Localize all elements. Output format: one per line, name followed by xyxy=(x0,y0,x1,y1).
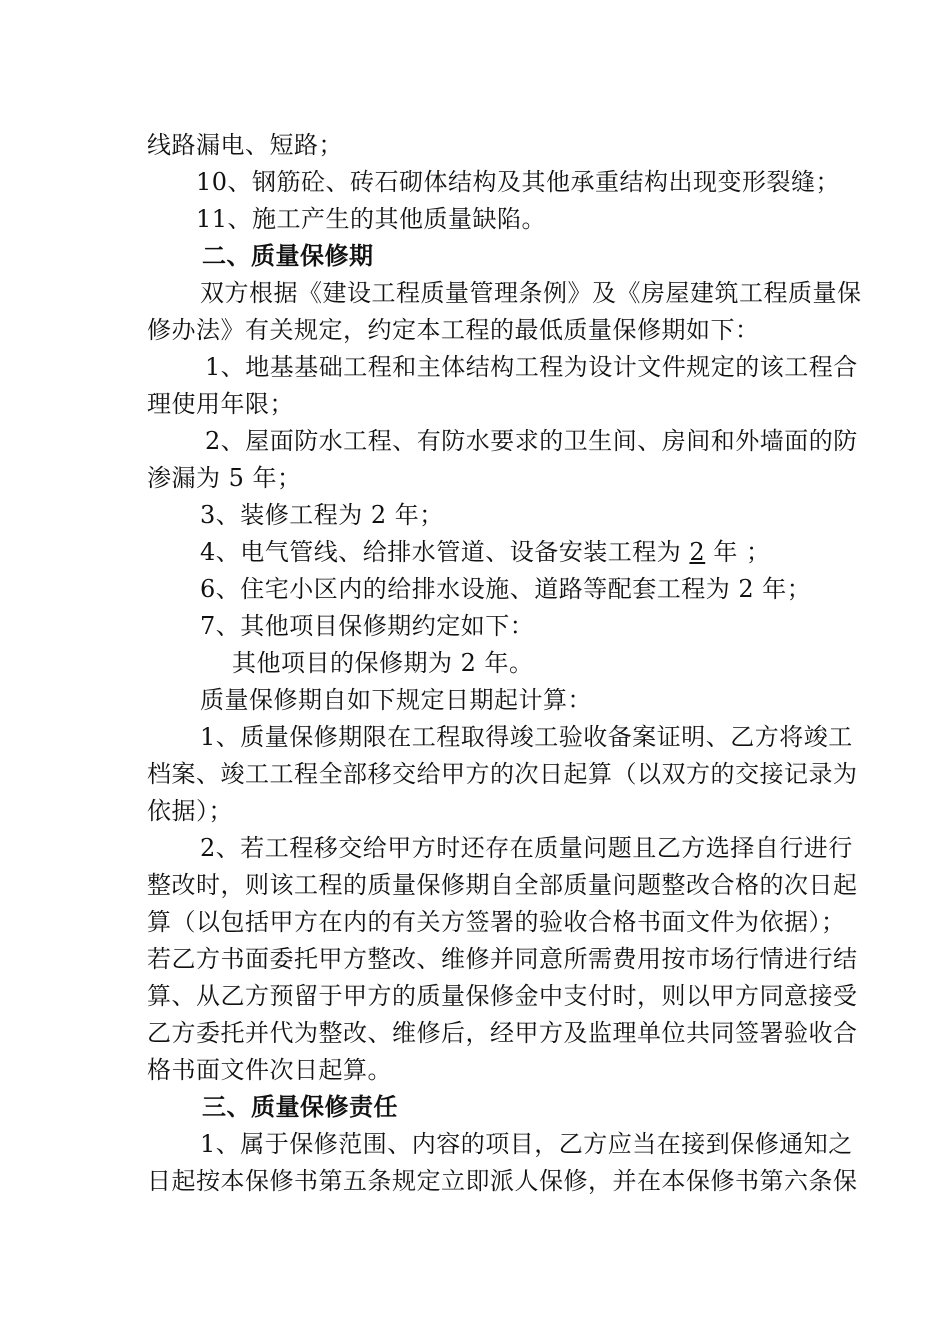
list-item-10: 10、钢筋砼、砖石砌体结构及其他承重结构出现变形裂缝； xyxy=(196,168,841,196)
paragraph-line: 乙方委托并代为整改、维修后，经甲方及监理单位共同签署验收合 xyxy=(147,1019,858,1047)
list-item-3: 3、装修工程为 2 年； xyxy=(200,501,444,529)
paragraph-line: 修办法》有关规定，约定本工程的最低质量保修期如下： xyxy=(147,316,760,344)
list-item-6: 6、住宅小区内的给排水设施、道路等配套工程为 2 年； xyxy=(200,575,812,603)
list-item-7: 7、其他项目保修期约定如下： xyxy=(200,612,535,640)
paragraph-line: 依据）； xyxy=(147,797,233,825)
list-item-1: 1、质量保修期限在工程取得竣工验收备案证明、乙方将竣工 xyxy=(200,723,853,751)
paragraph-line: 渗漏为 5 年； xyxy=(147,464,302,492)
list-item-4-text: 4、电气管线、给排水管道、设备安装工程为 xyxy=(200,538,682,566)
paragraph-line: 日起按本保修书第五条规定立即派人保修，并在本保修书第六条保 xyxy=(147,1167,858,1195)
paragraph-line: 格书面文件次日起算。 xyxy=(147,1056,392,1084)
paragraph-line: 质量保修期自如下规定日期起计算： xyxy=(200,686,592,714)
paragraph-line: 算、从乙方预留于甲方的质量保修金中支付时，则以甲方同意接受 xyxy=(147,982,858,1010)
section-heading-2: 二、质量保修期 xyxy=(202,242,374,270)
paragraph-line: 其他项目的保修期为 2 年。 xyxy=(232,649,534,677)
list-item-2: 2、屋面防水工程、有防水要求的卫生间、房间和外墙面的防 xyxy=(205,427,858,455)
list-item-1: 1、地基基础工程和主体结构工程为设计文件规定的该工程合 xyxy=(205,353,858,381)
list-item-11: 11、施工产生的其他质量缺陷。 xyxy=(196,205,547,233)
paragraph-line: 整改时，则该工程的质量保修期自全部质量问题整改合格的次日起 xyxy=(147,871,858,899)
paragraph-line: 理使用年限； xyxy=(147,390,294,418)
list-item-4-suffix: 年 ； xyxy=(713,538,771,566)
list-item-4 xyxy=(200,537,770,567)
paragraph-line: 若乙方书面委托甲方整改、维修并同意所需费用按市场行情进行结 xyxy=(147,945,858,973)
underlined-value: 2 xyxy=(689,538,706,566)
list-item-1: 1、属于保修范围、内容的项目，乙方应当在接到保修通知之 xyxy=(200,1130,853,1158)
paragraph-line: 双方根据《建设工程质量管理条例》及《房屋建筑工程质量保 xyxy=(200,279,862,307)
section-heading-3: 三、质量保修责任 xyxy=(202,1093,398,1121)
list-item-2: 2、若工程移交给甲方时还存在质量问题且乙方选择自行进行 xyxy=(200,834,853,862)
paragraph-line: 档案、竣工工程全部移交给甲方的次日起算（以双方的交接记录为 xyxy=(147,760,858,788)
paragraph-line: 算（以包括甲方在内的有关方签署的验收合格书面文件为依据）； xyxy=(147,908,846,936)
text-line: 线路漏电、短路； xyxy=(147,131,343,159)
